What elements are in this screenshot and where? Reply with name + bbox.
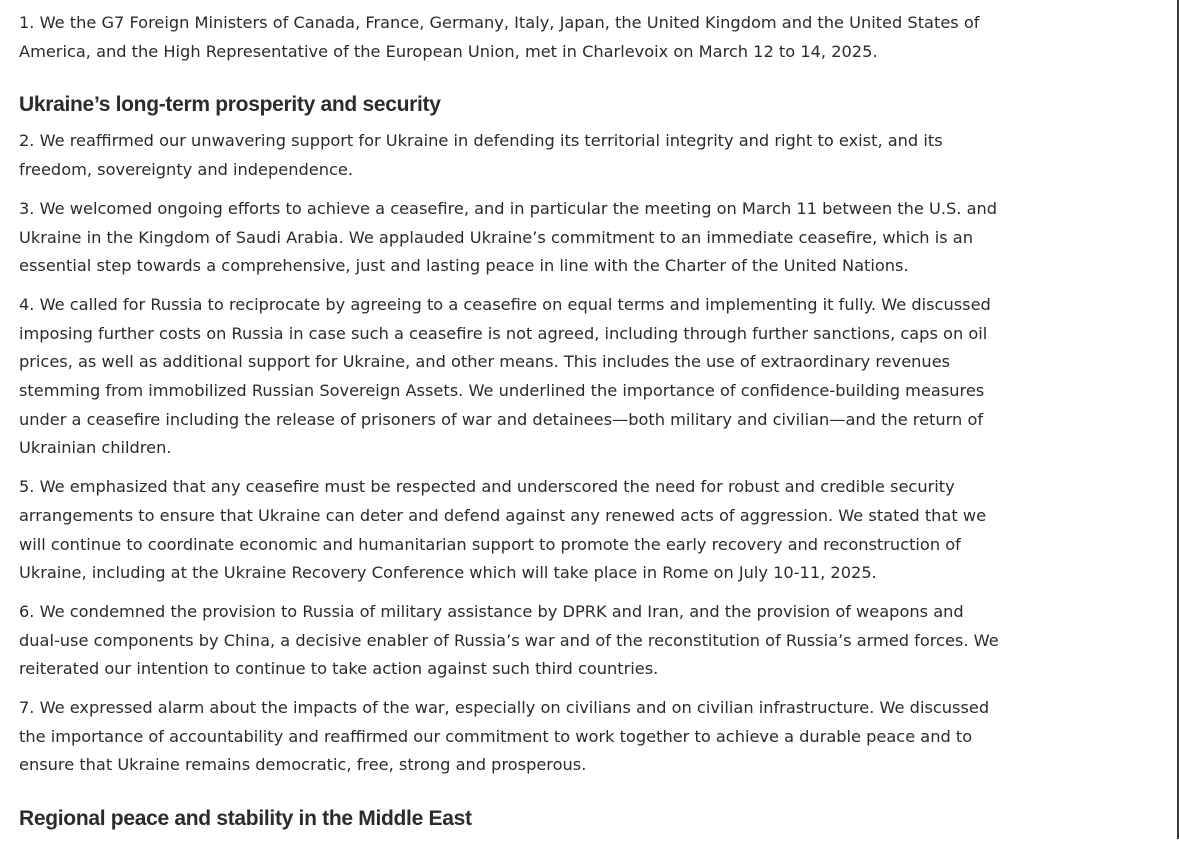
- paragraph: 6. We condemned the provision to Russia of military assistance by DPRK and Iran, and the provision of weapons and dual-use components by China, a decisive enabler of Russia’s war and of the reconstitution of Russia’s armed forces. We reiterated our intention to continue to take action against such third countries.: [19, 601, 999, 679]
- paragraph: 4. We called for Russia to reciprocate by agreeing to a ceasefire on equal terms and implementing it fully. We discussed imposing further costs on Russia in case such a ceasefire is not agreed, including through further sanctions, caps on oil prices, as well as additional support for Ukraine, and other means. This includes the use of extraordinary revenues stemming from immobilized Russian Sovereign Assets. We underlined the importance of confidence-building measures under a ceasefire including the release of prisoners of war and detainees—both military and civilian—and the return of Ukrainian children.: [19, 294, 991, 458]
- statement-body: [19, 9, 1009, 841]
- paragraph: 2. We reaffirmed our unwavering support for Ukraine in defending its territorial integrity and right to exist, and its freedom, sovereignty and independence.: [19, 131, 943, 180]
- paragraph-intro: 1. We the G7 Foreign Ministers of Canada, France, Germany, Italy, Japan, the United Kingdom and the United States of America, and the High Representative of the European Union, met in Charlevoix on March 12 to 14, 2025.: [19, 13, 980, 61]
- section-heading-ukraine: Ukraine’s long-term prosperity and security: [19, 93, 441, 117]
- paragraph: 5. We emphasized that any ceasefire must be respected and underscored the need for robust and credible security arrangements to ensure that Ukraine can deter and defend against any renewed acts of aggression. We stated that we will continue to coordinate economic and humanitarian support to promote the early recovery and reconstruction of Ukraine, including at the Ukraine Recovery Conference which will take place in Rome on July 10-11, 2025.: [19, 477, 987, 583]
- paragraph: 3. We welcomed ongoing efforts to achieve a ceasefire, and in particular the meeting on March 11 between the U.S. and Ukraine in the Kingdom of Saudi Arabia. We applauded Ukraine’s commitment to an immediate ceasefire, which is an essential step towards a comprehensive, just and lasting peace in line with the Charter of the United Nations.: [19, 198, 998, 276]
- section-heading-middle-east: Regional peace and stability in the Middle East: [19, 807, 472, 831]
- paragraph: 7. We expressed alarm about the impacts of the war, especially on civilians and on civilian infrastructure. We discussed the importance of accountability and reaffirmed our commitment to work together to achieve a durable peace and to ensure that Ukraine remains democratic, free, strong and prosperous.: [19, 698, 990, 775]
